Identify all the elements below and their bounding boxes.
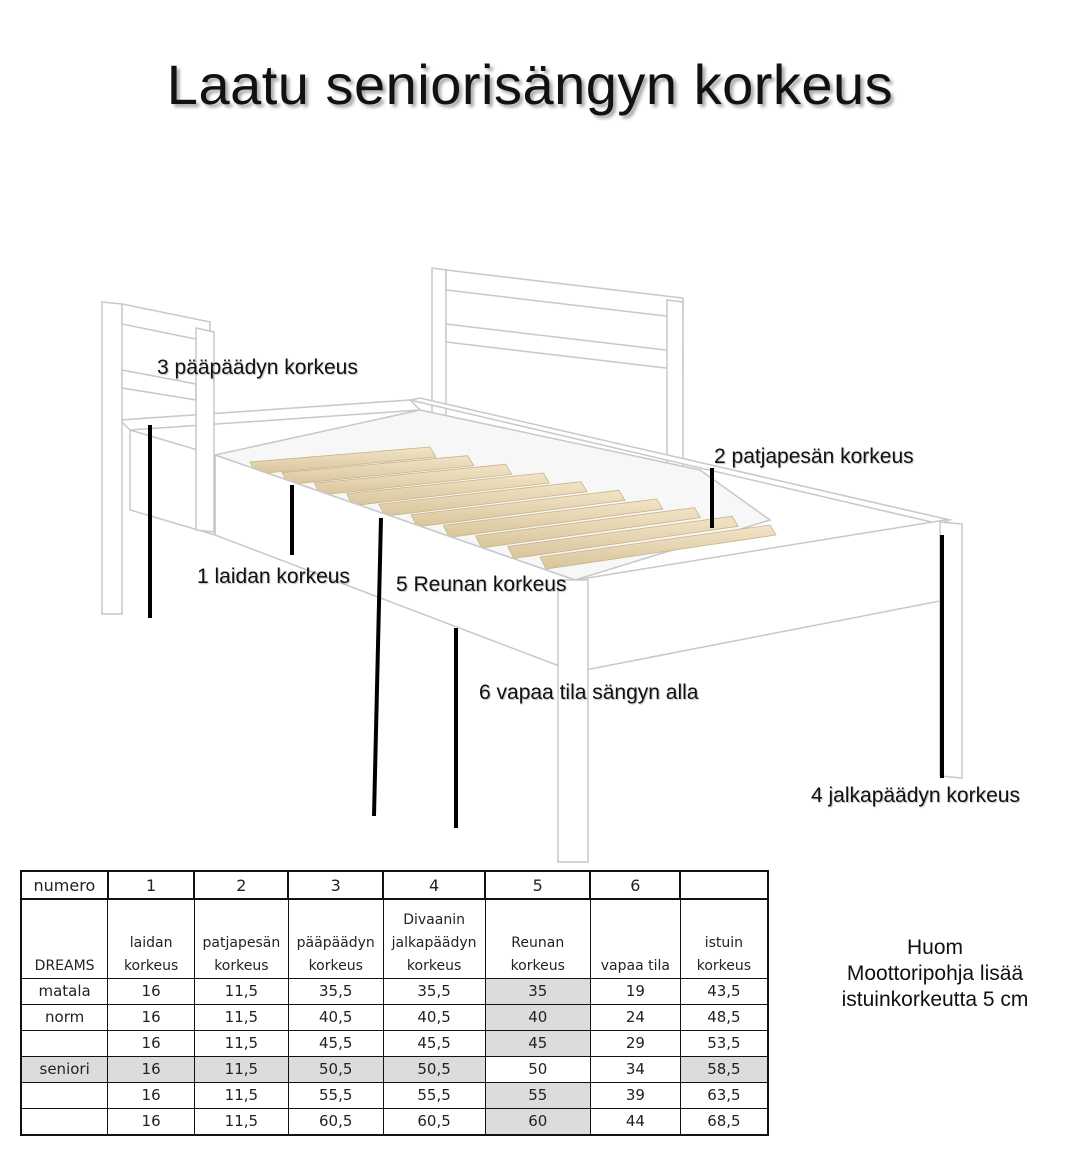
label-footboard-height: 4 jalkapäädyn korkeus	[811, 784, 1020, 807]
table-cell: 16	[108, 1031, 195, 1057]
column-header: laidan korkeus	[108, 899, 195, 979]
table-cell: 40,5	[383, 1005, 485, 1031]
column-number: 2	[194, 871, 288, 899]
table-row	[21, 979, 768, 1005]
column-header: vapaa tila	[590, 899, 680, 979]
table-cell: 35	[485, 979, 590, 1005]
table-cell: 40	[485, 1005, 590, 1031]
table-cell: 16	[108, 1083, 195, 1109]
table-cell: 11,5	[194, 1005, 288, 1031]
table-row	[21, 1005, 768, 1031]
table-cell: 39	[590, 1083, 680, 1109]
table-cell: 60,5	[288, 1109, 383, 1136]
row-label	[21, 1109, 108, 1136]
column-number: 5	[485, 871, 590, 899]
table-cell: 16	[108, 1057, 195, 1083]
row-label: norm	[21, 1005, 108, 1031]
table-cell: 34	[590, 1057, 680, 1083]
note-line-2: Moottoripohja lisää	[846, 962, 1024, 985]
table-cell: 50	[485, 1057, 590, 1083]
row-label	[21, 1083, 108, 1109]
table-cell: 11,5	[194, 979, 288, 1005]
table-cell: 45,5	[383, 1031, 485, 1057]
table-cell: 68,5	[680, 1109, 768, 1136]
table-cell: 11,5	[194, 1083, 288, 1109]
column-number: 6	[590, 871, 680, 899]
label-free-space: 6 vapaa tila sängyn alla	[479, 681, 699, 704]
table-cell: 11,5	[194, 1109, 288, 1136]
page-title: Laatu seniorisängyn korkeus	[166, 53, 894, 116]
column-header: DREAMS	[21, 899, 108, 979]
column-header: istuin korkeus	[680, 899, 768, 979]
table-cell: 60	[485, 1109, 590, 1136]
table-cell: 29	[590, 1031, 680, 1057]
front-leg	[558, 580, 588, 862]
table-cell: 43,5	[680, 979, 768, 1005]
table-cell: 44	[590, 1109, 680, 1136]
table-cell: 50,5	[288, 1057, 383, 1083]
table-row	[21, 1031, 768, 1057]
table-cell: 40,5	[288, 1005, 383, 1031]
table-cell: 60,5	[383, 1109, 485, 1136]
table-cell: 19	[590, 979, 680, 1005]
note-line-3: istuinkorkeutta 5 cm	[841, 988, 1029, 1011]
table-row	[21, 1083, 768, 1109]
column-number: 3	[288, 871, 383, 899]
table-cell: 55,5	[288, 1083, 383, 1109]
table-cell: 24	[590, 1005, 680, 1031]
table-cell: 35,5	[383, 979, 485, 1005]
table-cell: 16	[108, 1109, 195, 1136]
row-label: seniori	[21, 1057, 108, 1083]
table-cell: 16	[108, 979, 195, 1005]
motor-base-note	[820, 935, 1050, 1013]
table-row	[21, 1109, 768, 1136]
label-edge-height: 5 Reunan korkeus	[396, 573, 567, 596]
label-mattress-height: 2 patjapesän korkeus	[714, 445, 914, 468]
table-number-row	[21, 871, 768, 899]
label-side-height: 1 laidan korkeus	[197, 565, 350, 588]
column-header: Divaanin jalkapäädyn korkeus	[383, 899, 485, 979]
table-cell: 11,5	[194, 1057, 288, 1083]
table-cell: 53,5	[680, 1031, 768, 1057]
column-header: pääpäädyn korkeus	[288, 899, 383, 979]
table-cell: 58,5	[680, 1057, 768, 1083]
table-cell: 45,5	[288, 1031, 383, 1057]
table-cell: 11,5	[194, 1031, 288, 1057]
table-cell: 63,5	[680, 1083, 768, 1109]
column-header: patjapesän korkeus	[194, 899, 288, 979]
column-number	[680, 871, 768, 899]
table-cell: 55	[485, 1083, 590, 1109]
table-row	[21, 1057, 768, 1083]
height-table	[20, 870, 769, 1136]
row-label	[21, 1031, 108, 1057]
table-cell: 16	[108, 1005, 195, 1031]
column-number: numero	[21, 871, 108, 899]
table-cell: 45	[485, 1031, 590, 1057]
column-number: 4	[383, 871, 485, 899]
table-header-row	[21, 899, 768, 979]
column-number: 1	[108, 871, 195, 899]
table-cell: 48,5	[680, 1005, 768, 1031]
row-label: matala	[21, 979, 108, 1005]
table-cell: 35,5	[288, 979, 383, 1005]
table-cell: 55,5	[383, 1083, 485, 1109]
column-header: Reunan korkeus	[485, 899, 590, 979]
label-headboard-height: 3 pääpäädyn korkeus	[157, 356, 358, 379]
table-cell: 50,5	[383, 1057, 485, 1083]
note-line-1: Huom	[906, 936, 964, 959]
